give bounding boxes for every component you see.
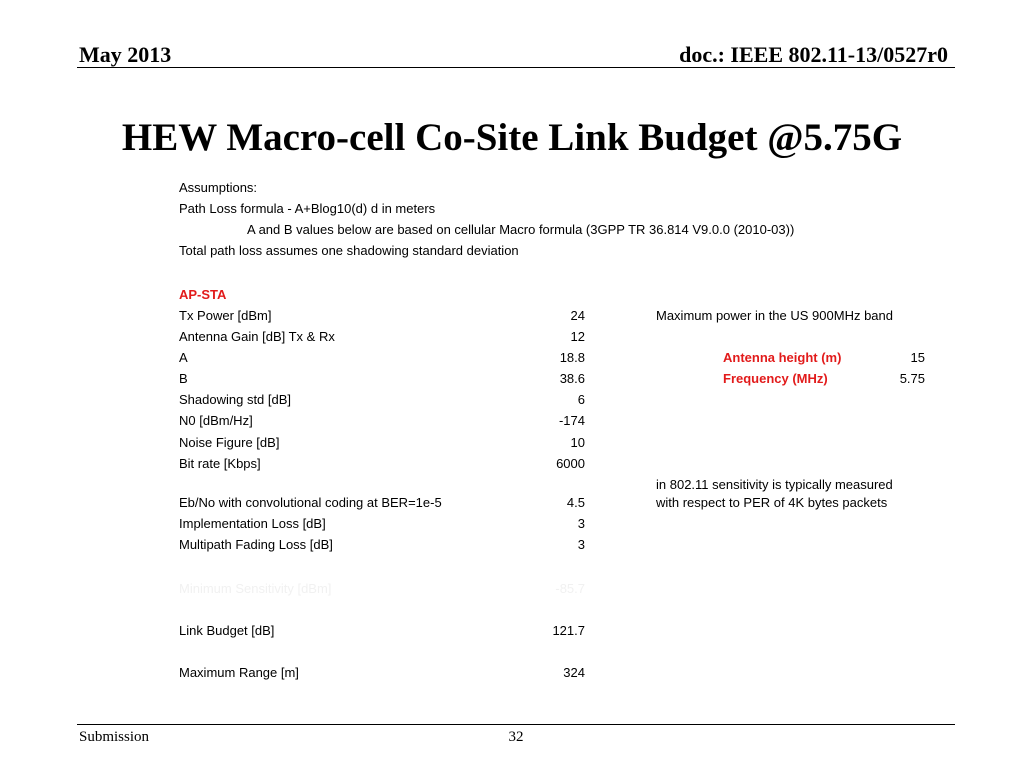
slide-title: HEW Macro-cell Co-Site Link Budget @5.75G — [121, 116, 903, 159]
header-doc-id: doc.: IEEE 802.11-13/0527r0 — [679, 42, 948, 67]
row-value-bit-rate: 6000 — [556, 456, 585, 471]
row-value-shadowing: 6 — [577, 392, 585, 407]
row-value-noise-figure: 10 — [570, 435, 585, 450]
row-label-noise-figure: Noise Figure [dB] — [179, 435, 280, 450]
row-label-bit-rate: Bit rate [Kbps] — [179, 456, 261, 471]
row-value-a: 18.8 — [559, 350, 585, 365]
note-sensitivity-line1: in 802.11 sensitivity is typically measured — [656, 477, 893, 492]
row-value-multipath: 3 — [577, 537, 585, 552]
row-value-impl-loss: 3 — [577, 516, 585, 531]
assumptions-heading: Assumptions: — [179, 180, 258, 195]
header-divider — [77, 67, 955, 68]
row-label-a: A — [179, 350, 188, 365]
row-label-shadowing: Shadowing std [dB] — [179, 392, 292, 407]
row-value-link-budget: 121.7 — [552, 623, 585, 638]
row-label-min-sensitivity: Minimum Sensitivity [dBm] — [179, 581, 332, 596]
row-value-ebno: 4.5 — [566, 495, 585, 510]
row-value-max-range: 324 — [563, 665, 585, 680]
param-label-frequency: Frequency (MHz) — [723, 371, 828, 386]
footer-submission: Submission — [79, 729, 150, 745]
row-label-multipath: Multipath Fading Loss [dB] — [179, 537, 333, 552]
row-value-n0: -174 — [558, 413, 585, 428]
row-value-min-sensitivity: -85.7 — [555, 581, 585, 596]
row-label-impl-loss: Implementation Loss [dB] — [179, 516, 326, 531]
param-label-antenna-height: Antenna height (m) — [723, 350, 842, 365]
param-value-frequency: 5.75 — [899, 371, 925, 386]
note-sensitivity-line2: with respect to PER of 4K bytes packets — [656, 495, 888, 510]
row-label-b: B — [179, 371, 188, 386]
row-label-ebno: Eb/No with convolutional coding at BER=1e-5 — [179, 495, 442, 510]
footer-divider — [77, 724, 955, 725]
row-label-tx-power: Tx Power [dBm] — [179, 308, 272, 323]
row-label-n0: N0 [dBm/Hz] — [179, 413, 253, 428]
row-value-antenna-gain: 12 — [570, 329, 585, 344]
row-label-antenna-gain: Antenna Gain [dB] Tx & Rx — [179, 329, 335, 344]
row-value-tx-power: 24 — [570, 308, 585, 323]
header-date: May 2013 — [79, 42, 172, 67]
row-value-b: 38.6 — [559, 371, 585, 386]
section-label-ap-sta: AP-STA — [179, 287, 227, 302]
path-loss-formula: Path Loss formula - A+Blog10(d) d in meters — [179, 201, 436, 216]
ab-values-note: A and B values below are based on cellular Macro formula (3GPP TR 36.814 V9.0.0 (2010-03)) — [247, 222, 795, 237]
shadowing-note: Total path loss assumes one shadowing standard deviation — [179, 243, 519, 258]
page-number: 32 — [508, 729, 524, 745]
row-label-link-budget: Link Budget [dB] — [179, 623, 275, 638]
note-max-power: Maximum power in the US 900MHz band — [656, 308, 893, 323]
param-value-antenna-height: 15 — [910, 350, 925, 365]
row-label-max-range: Maximum Range [m] — [179, 665, 299, 680]
